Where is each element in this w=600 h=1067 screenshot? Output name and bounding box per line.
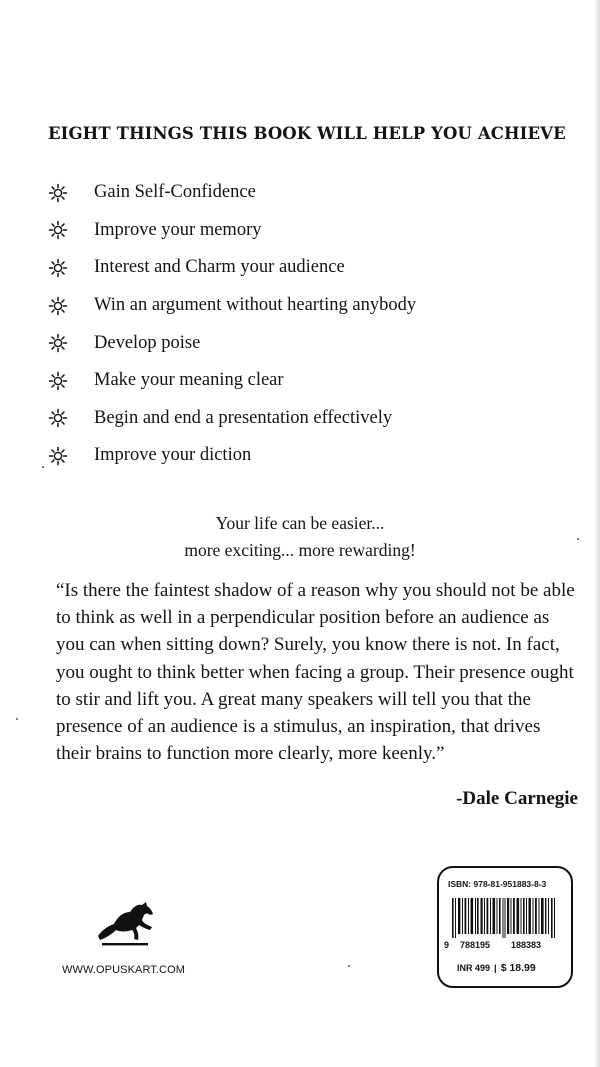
- paper-speck: [577, 538, 579, 540]
- quote-attribution: -Dale Carnegie: [456, 788, 578, 809]
- bullet-text: Win an argument without hearting anybody: [94, 295, 417, 316]
- benefit-list: [48, 174, 568, 475]
- sun-icon: [48, 408, 68, 428]
- horse-logo-icon: [92, 894, 156, 950]
- page-edge-shadow: [594, 0, 600, 1067]
- list-item: [48, 400, 568, 438]
- sun-icon: [48, 446, 68, 466]
- barcode-bars: [452, 898, 556, 938]
- price-separator: |: [494, 963, 497, 974]
- list-item: [48, 362, 568, 400]
- tagline-line-1: Your life can be easier...: [215, 513, 385, 533]
- bullet-text: Begin and end a presentation effectively: [94, 407, 393, 428]
- bullet-text: Develop poise: [94, 332, 201, 353]
- sun-icon: [48, 371, 68, 391]
- bullet-text: Improve your memory: [94, 219, 262, 240]
- sun-icon: [48, 333, 68, 353]
- list-item: [48, 249, 568, 287]
- sun-icon: [48, 296, 68, 316]
- quote-text: “Is there the faintest shadow of a reason why you should not be able to think as well in a perpendicular position before an audience as you can when sitting down? Surely, you know there is not. In fact, you ought to think better when facing a group. Their presence ought to stir and lift you. A great many speakers will tell you that the presence of an audience is a stimulus, an inspiration, that drives their brains to function more clearly, more keenly.”: [56, 580, 575, 765]
- price-usd: $ 18.99: [500, 962, 536, 974]
- bullet-text: Gain Self-Confidence: [94, 182, 256, 203]
- list-item: [48, 324, 568, 362]
- sun-icon: [48, 220, 68, 240]
- price-inr: INR 499: [457, 963, 491, 973]
- price-row: [457, 962, 567, 974]
- paper-speck: [16, 718, 18, 720]
- barcode-digit-lead: 9: [444, 940, 450, 950]
- bullet-text: Improve your diction: [94, 445, 252, 466]
- sun-icon: [48, 258, 68, 278]
- list-item: [48, 174, 568, 212]
- paper-speck: [42, 466, 44, 468]
- tagline-line-2: more exciting... more rewarding!: [184, 540, 416, 560]
- publisher-website: WWW.OPUSKART.COM: [62, 964, 186, 976]
- paper-speck: [348, 965, 350, 967]
- bullet-text: Interest and Charm your audience: [94, 257, 345, 278]
- sun-icon: [48, 183, 68, 203]
- list-item: [48, 212, 568, 250]
- barcode-digits-right: 188383: [511, 940, 542, 950]
- list-item: [48, 437, 568, 475]
- heading: EIGHT THINGS THIS BOOK WILL HELP YOU ACHIEVE: [48, 124, 566, 143]
- bullet-text: Make your meaning clear: [94, 370, 284, 391]
- barcode-digits-left: 788195: [460, 940, 491, 950]
- isbn-label: ISBN: 978-81-951883-8-3: [448, 879, 547, 889]
- list-item: [48, 287, 568, 325]
- tagline: [130, 510, 470, 564]
